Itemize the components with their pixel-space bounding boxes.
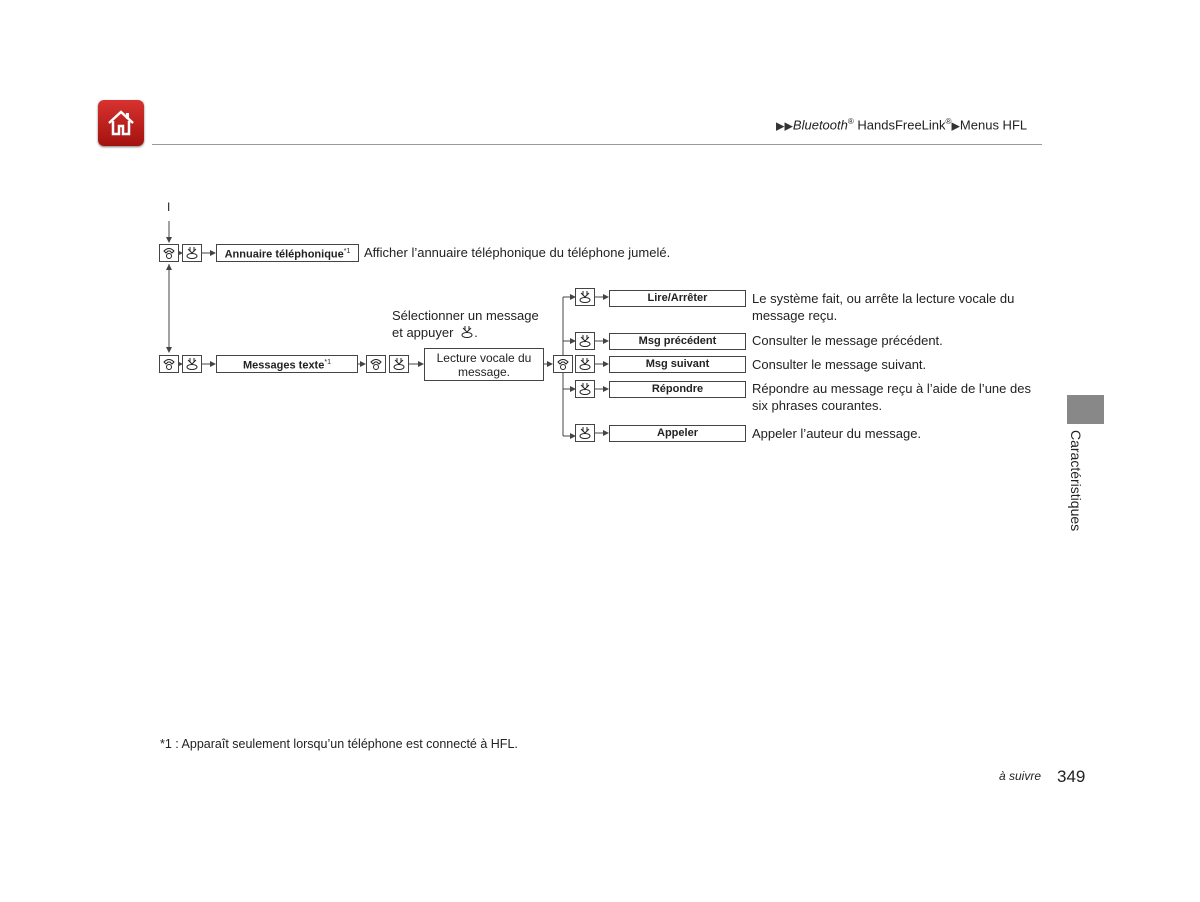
knob-press-icon bbox=[575, 380, 595, 398]
option-previous-description: Consulter le message précédent. bbox=[752, 333, 943, 348]
flow-start-mark: I bbox=[167, 200, 171, 214]
knob-press-icon bbox=[575, 332, 595, 350]
description-line: message reçu. bbox=[752, 308, 838, 323]
phone-button-icon bbox=[553, 355, 573, 373]
option-reply-description bbox=[752, 380, 1031, 414]
voice-reading-line-2: message. bbox=[457, 365, 511, 379]
phone-button-icon bbox=[159, 244, 179, 262]
description-line: six phrases courantes. bbox=[752, 398, 883, 413]
breadcrumb-menus-hfl: Menus HFL bbox=[959, 117, 1028, 133]
registered-mark: ® bbox=[847, 117, 854, 126]
description-line: Le système fait, ou arrête la lecture vocale du bbox=[752, 291, 1015, 306]
phonebook-description: Afficher l’annuaire téléphonique du téléphone jumelé. bbox=[364, 245, 671, 260]
knob-press-icon bbox=[575, 424, 595, 442]
text-messages-menu-item[interactable] bbox=[216, 355, 358, 373]
description-line: Répondre au message reçu à l’aide de l’une des bbox=[752, 381, 1031, 396]
select-message-instruction bbox=[392, 307, 539, 341]
phonebook-label: Annuaire téléphonique bbox=[224, 248, 344, 261]
phonebook-menu-item[interactable] bbox=[216, 244, 359, 262]
knob-press-icon bbox=[575, 288, 595, 306]
option-reply[interactable]: Répondre bbox=[609, 381, 746, 398]
instruction-end: . bbox=[474, 325, 478, 340]
option-read-stop-description bbox=[752, 290, 1014, 324]
section-tab-label: Caractéristiques bbox=[1068, 430, 1084, 532]
knob-press-icon bbox=[389, 355, 409, 373]
breadcrumb-bluetooth: Bluetooth bbox=[792, 117, 848, 133]
option-call[interactable]: Appeler bbox=[609, 425, 746, 442]
instruction-text: et appuyer bbox=[392, 325, 454, 340]
registered-mark: ® bbox=[945, 117, 952, 126]
footnote: *1 : Apparaît seulement lorsqu’un téléphone est connecté à HFL. bbox=[160, 737, 518, 751]
page-number: 349 bbox=[1057, 767, 1086, 786]
phone-button-icon bbox=[159, 355, 179, 373]
option-read-stop[interactable]: Lire/Arrêter bbox=[609, 290, 746, 307]
option-next-message[interactable]: Msg suivant bbox=[609, 356, 746, 373]
continue-label: à suivre bbox=[999, 769, 1042, 783]
knob-press-icon bbox=[575, 355, 595, 373]
instruction-line-2 bbox=[392, 324, 539, 341]
option-call-description: Appeler l’auteur du message. bbox=[752, 426, 922, 441]
option-next-description: Consulter le message suivant. bbox=[752, 357, 927, 372]
breadcrumb-handsfreelink: HandsFreeLink bbox=[853, 117, 946, 133]
text-messages-label: Messages texte bbox=[243, 359, 325, 372]
footnote-ref: *1 bbox=[324, 359, 331, 366]
knob-press-icon bbox=[182, 244, 202, 262]
knob-press-icon bbox=[460, 325, 474, 339]
knob-press-icon bbox=[182, 355, 202, 373]
footnote-ref: *1 bbox=[343, 248, 351, 255]
breadcrumb-arrow-icon: ▶ bbox=[951, 120, 960, 133]
voice-reading-box bbox=[424, 348, 544, 381]
instruction-line-1: Sélectionner un message bbox=[392, 308, 539, 323]
phone-button-icon bbox=[366, 355, 386, 373]
option-previous-message[interactable]: Msg précédent bbox=[609, 333, 746, 350]
voice-reading-line-1: Lecture vocale du bbox=[436, 351, 532, 365]
breadcrumb-arrow-icon: ▶▶ bbox=[776, 120, 793, 133]
